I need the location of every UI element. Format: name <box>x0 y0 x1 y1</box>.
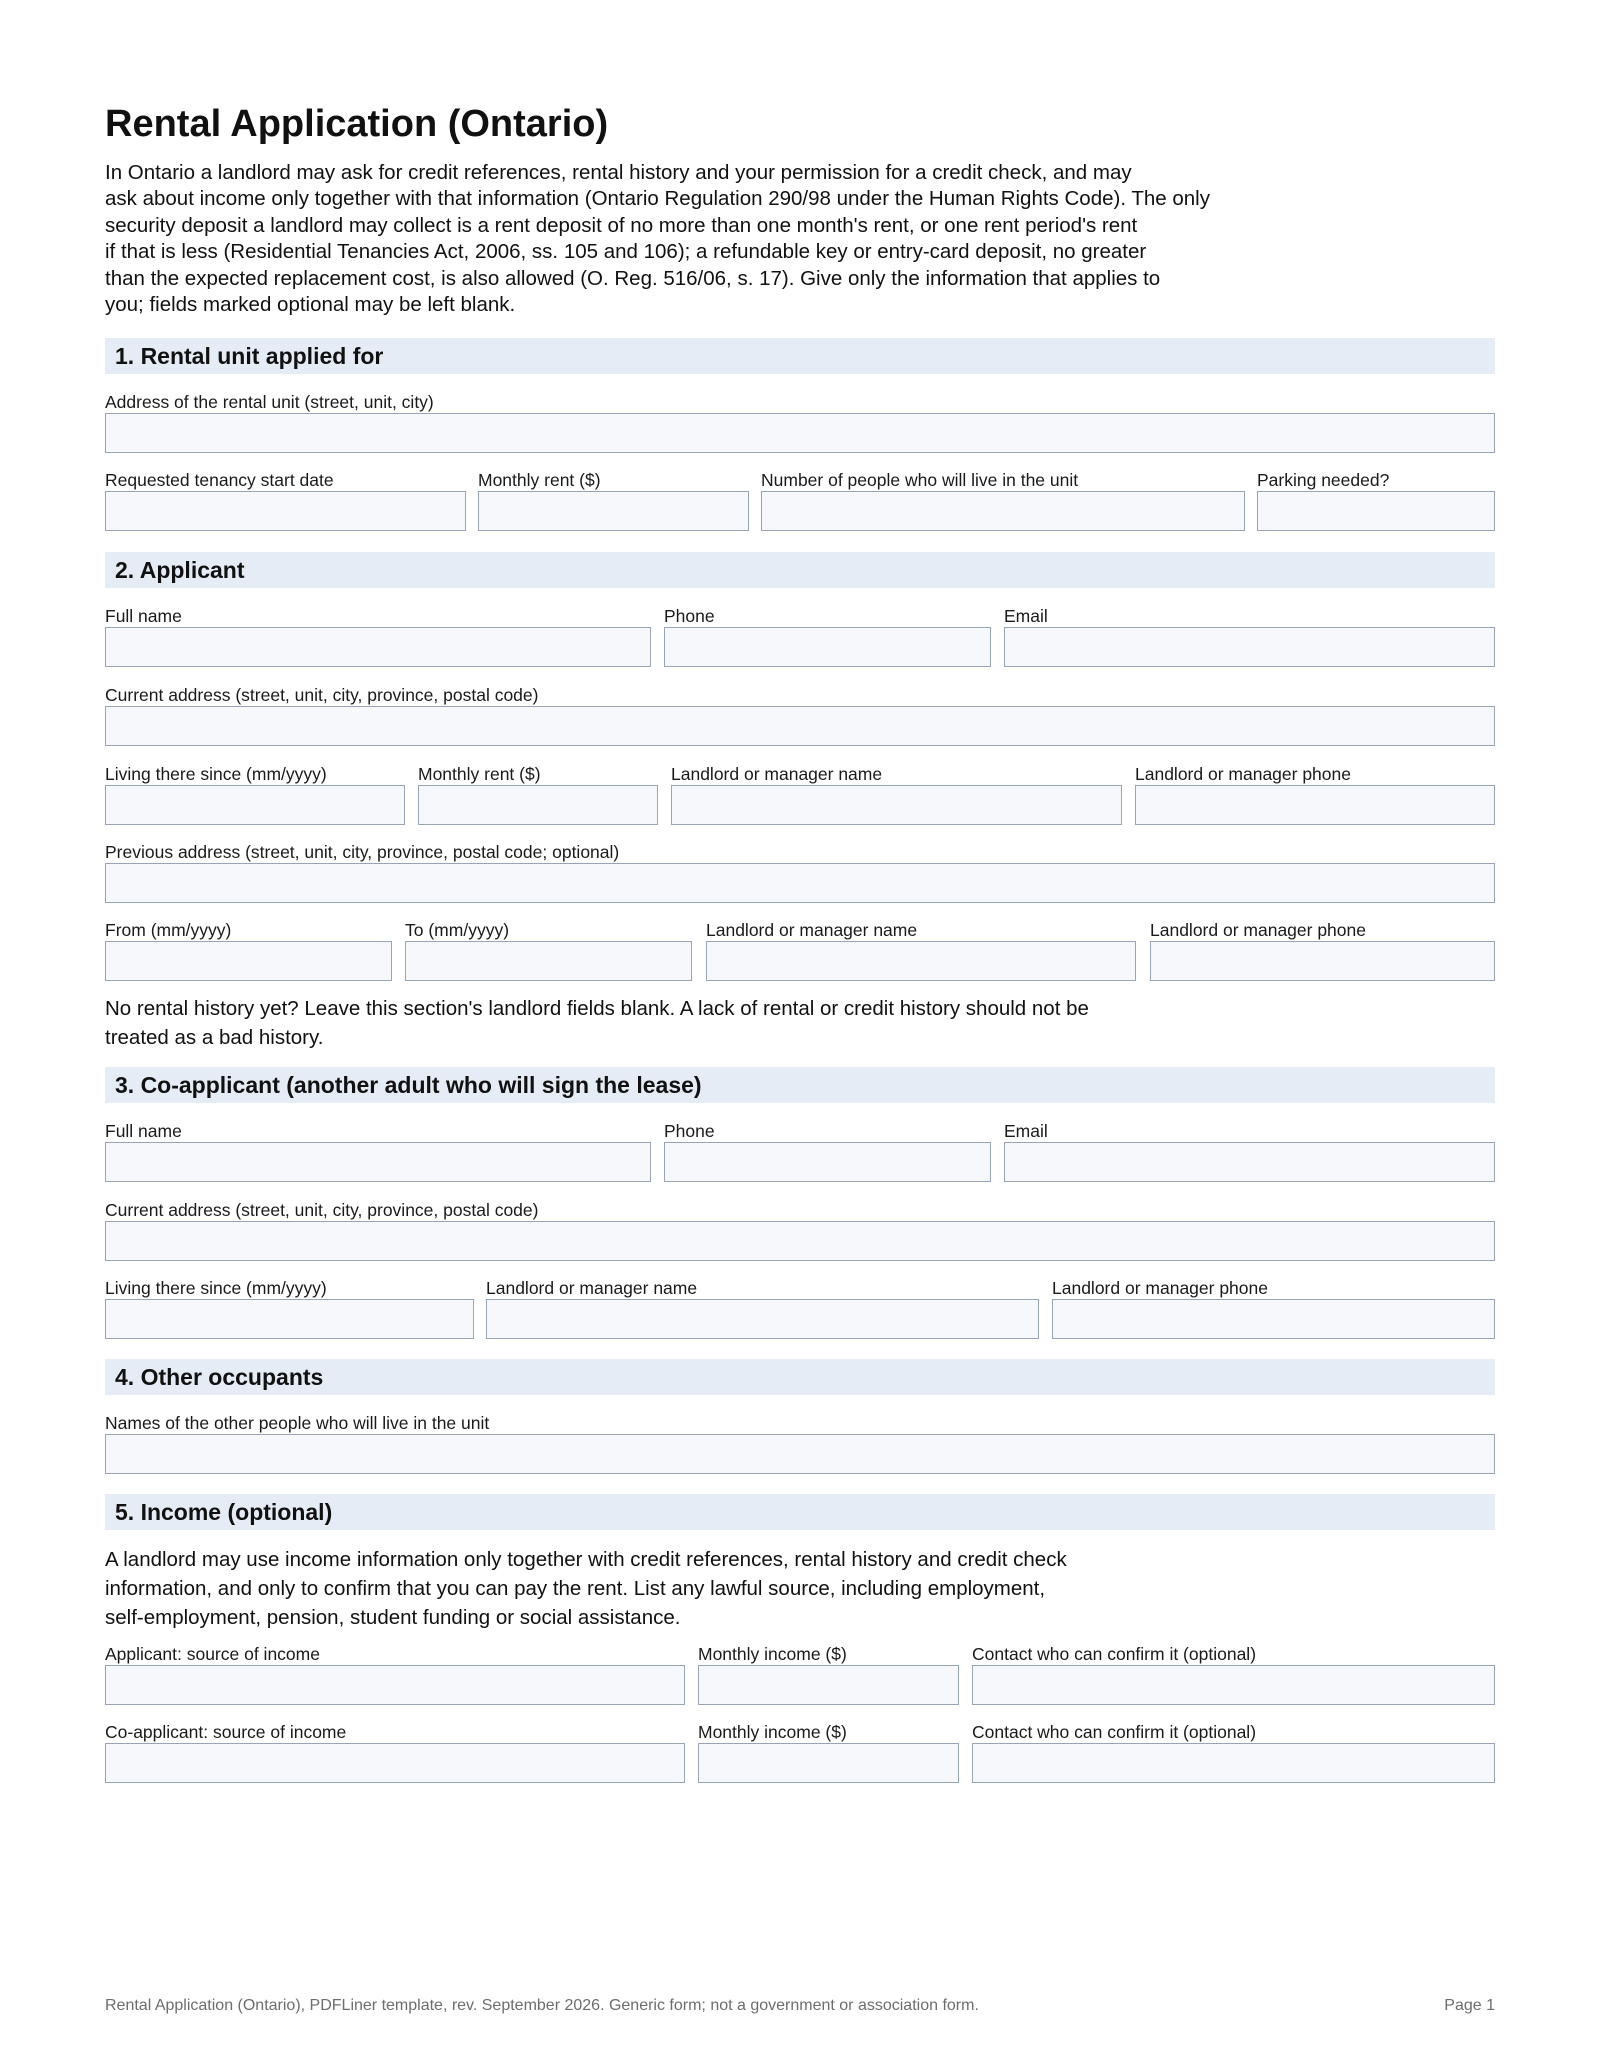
field-label: From (mm/yyyy) <box>105 920 232 940</box>
applicant-income-source-field <box>105 1643 685 1705</box>
co-applicant-landlord-name-field <box>486 1277 1039 1339</box>
co-applicant-income-contact-field <box>972 1721 1495 1783</box>
applicant-monthly-income-field <box>698 1643 959 1705</box>
applicant-rent-field <box>418 763 658 825</box>
field-label: Living there since (mm/yyyy) <box>105 764 327 784</box>
intro-line: than the expected replacement cost, is also allowed (O. Reg. 516/06, s. 17). Give only the information that applies to <box>105 266 1161 290</box>
section-title: 2. Applicant <box>115 557 245 583</box>
field-label: Names of the other people who will live in the unit <box>105 1413 490 1433</box>
applicant-landlord-phone-input[interactable] <box>1135 785 1495 825</box>
note-line: treated as a bad history. <box>105 1026 324 1049</box>
co-applicant-landlord-phone-field <box>1052 1277 1495 1339</box>
unit-rent-field <box>478 469 749 531</box>
applicant-landlord-phone-field <box>1135 763 1495 825</box>
intro-line: ask about income only together with that information (Ontario Regulation 290/98 under the Human Rights Code). The only <box>105 187 1210 211</box>
field-label: Parking needed? <box>1257 470 1390 490</box>
applicant-living-since-field <box>105 763 405 825</box>
applicant-current-address-input[interactable] <box>105 706 1495 746</box>
section-title: 1. Rental unit applied for <box>115 343 384 369</box>
co-applicant-income-source-input[interactable] <box>105 1743 685 1783</box>
applicant-monthly-income-input[interactable] <box>698 1665 959 1705</box>
other-occupants-field <box>105 1412 1495 1474</box>
parking-input[interactable] <box>1257 491 1495 531</box>
field-label: Applicant: source of income <box>105 1644 320 1664</box>
previous-landlord-phone-input[interactable] <box>1150 941 1495 981</box>
section-header-co-applicant <box>105 1067 1495 1103</box>
applicant-previous-address-field <box>105 841 1495 903</box>
co-applicant-name-field <box>105 1120 651 1182</box>
field-label: Requested tenancy start date <box>105 470 334 490</box>
field-label: Number of people who will live in the unit <box>761 470 1079 490</box>
applicant-email-input[interactable] <box>1004 627 1495 667</box>
co-applicant-current-address-input[interactable] <box>105 1221 1495 1261</box>
section-header-income <box>105 1494 1495 1530</box>
field-label: Landlord or manager phone <box>1052 1278 1268 1298</box>
note-line: self-employment, pension, student funding or social assistance. <box>105 1606 681 1629</box>
section-title: 4. Other occupants <box>115 1364 324 1390</box>
field-label: Email <box>1004 1121 1048 1141</box>
applicant-living-since-input[interactable] <box>105 785 405 825</box>
applicant-landlord-name-input[interactable] <box>671 785 1122 825</box>
field-label: Phone <box>664 1121 715 1141</box>
previous-from-field <box>105 919 392 981</box>
field-label: Monthly rent ($) <box>418 764 541 784</box>
unit-address-input[interactable] <box>105 413 1495 453</box>
previous-landlord-name-input[interactable] <box>706 941 1136 981</box>
previous-to-field <box>405 919 692 981</box>
field-label: Landlord or manager phone <box>1135 764 1351 784</box>
start-date-field <box>105 469 466 531</box>
field-label: Monthly income ($) <box>698 1722 847 1742</box>
section-header-occupants <box>105 1359 1495 1395</box>
note-line: information, and only to confirm that you can pay the rent. List any lawful source, including employment, <box>105 1577 1046 1600</box>
field-label: Phone <box>664 606 715 626</box>
applicant-income-contact-field <box>972 1643 1495 1705</box>
applicant-current-address-field <box>105 684 1495 746</box>
field-label: Contact who can confirm it (optional) <box>972 1644 1257 1664</box>
page-title: Rental Application (Ontario) <box>105 103 609 145</box>
field-label: Full name <box>105 1121 182 1141</box>
field-label: Co-applicant: source of income <box>105 1722 347 1742</box>
section-title: 5. Income (optional) <box>115 1499 333 1525</box>
field-label: Landlord or manager name <box>486 1278 698 1298</box>
applicant-income-contact-input[interactable] <box>972 1665 1495 1705</box>
unit-address-field <box>105 391 1495 453</box>
co-applicant-income-contact-input[interactable] <box>972 1743 1495 1783</box>
footer-note: Rental Application (Ontario), PDFLiner template, rev. September 2026. Generic form; not a government or association form. <box>105 1997 979 2014</box>
field-label: Monthly rent ($) <box>478 470 601 490</box>
start-date-input[interactable] <box>105 491 466 531</box>
field-label: Monthly income ($) <box>698 1644 847 1664</box>
co-applicant-income-source-field <box>105 1721 685 1783</box>
page-number: Page 1 <box>1444 1997 1495 2014</box>
intro-line: security deposit a landlord may collect is a rent deposit of no more than one month's rent, or one rent period's rent <box>105 213 1138 237</box>
rental-history-note <box>105 994 1405 1052</box>
field-label: Email <box>1004 606 1048 626</box>
co-applicant-current-address-field <box>105 1199 1495 1261</box>
income-note <box>105 1545 1405 1632</box>
field-label: Current address (street, unit, city, province, postal code) <box>105 1200 539 1220</box>
field-label: Previous address (street, unit, city, province, postal code; optional) <box>105 842 620 862</box>
section-title: 3. Co-applicant (another adult who will sign the lease) <box>115 1072 702 1098</box>
co-applicant-email-field <box>1004 1120 1495 1182</box>
intro-line: you; fields marked optional may be left blank. <box>105 293 516 317</box>
previous-landlord-name-field <box>706 919 1136 981</box>
previous-from-input[interactable] <box>105 941 392 981</box>
co-applicant-landlord-name-input[interactable] <box>486 1299 1039 1339</box>
field-label: Contact who can confirm it (optional) <box>972 1722 1257 1742</box>
applicant-email-field <box>1004 605 1495 667</box>
intro-line: In Ontario a landlord may ask for credit references, rental history and your permission for a credit check, and may <box>105 161 1132 184</box>
intro-paragraph <box>105 160 1425 318</box>
co-applicant-phone-field <box>664 1120 991 1182</box>
co-applicant-living-since-field <box>105 1277 474 1339</box>
previous-to-input[interactable] <box>405 941 692 981</box>
field-label: Landlord or manager name <box>671 764 883 784</box>
previous-landlord-phone-field <box>1150 919 1495 981</box>
field-label: Landlord or manager name <box>706 920 918 940</box>
section-header-rental-unit <box>105 338 1495 374</box>
applicant-phone-field <box>664 605 991 667</box>
applicant-income-source-input[interactable] <box>105 1665 685 1705</box>
applicant-landlord-name-field <box>671 763 1122 825</box>
field-label: Living there since (mm/yyyy) <box>105 1278 327 1298</box>
field-label: Current address (street, unit, city, province, postal code) <box>105 685 539 705</box>
note-line: A landlord may use income information only together with credit references, rental history and credit check <box>105 1548 1067 1571</box>
field-label: Full name <box>105 606 182 626</box>
intro-line: if that is less (Residential Tenancies Act, 2006, ss. 105 and 106); a refundable key or entry-card deposit, no greater <box>105 240 1147 264</box>
field-label: To (mm/yyyy) <box>405 920 510 940</box>
applicant-name-input[interactable] <box>105 627 651 667</box>
applicant-phone-input[interactable] <box>664 627 991 667</box>
occupant-count-input[interactable] <box>761 491 1245 531</box>
unit-rent-input[interactable] <box>478 491 749 531</box>
field-label: Address of the rental unit (street, unit, city) <box>105 392 434 412</box>
co-applicant-living-since-input[interactable] <box>105 1299 474 1339</box>
co-applicant-name-input[interactable] <box>105 1142 651 1182</box>
applicant-name-field <box>105 605 651 667</box>
other-occupants-input[interactable] <box>105 1434 1495 1474</box>
applicant-rent-input[interactable] <box>418 785 658 825</box>
field-label: Landlord or manager phone <box>1150 920 1366 940</box>
co-applicant-monthly-income-field <box>698 1721 959 1783</box>
parking-field <box>1257 469 1495 531</box>
co-applicant-email-input[interactable] <box>1004 1142 1495 1182</box>
co-applicant-phone-input[interactable] <box>664 1142 991 1182</box>
applicant-previous-address-input[interactable] <box>105 863 1495 903</box>
section-header-applicant <box>105 552 1495 588</box>
co-applicant-landlord-phone-input[interactable] <box>1052 1299 1495 1339</box>
co-applicant-monthly-income-input[interactable] <box>698 1743 959 1783</box>
note-line: No rental history yet? Leave this section's landlord fields blank. A lack of rental or credit history should not be <box>105 997 1089 1020</box>
occupant-count-field <box>761 469 1245 531</box>
